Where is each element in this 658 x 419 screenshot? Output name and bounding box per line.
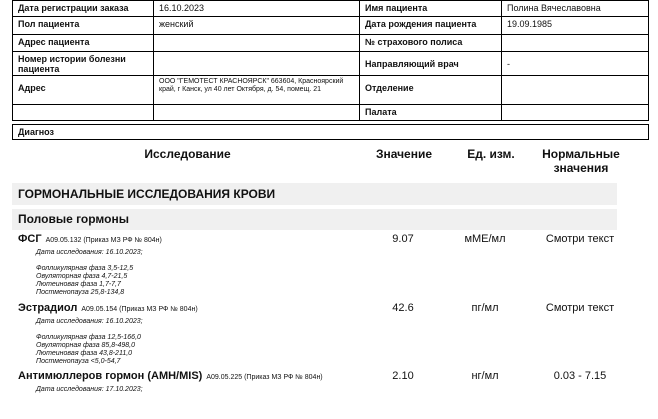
test-ref: Смотри текст [545, 233, 615, 245]
test-code: A09.05.225 (Приказ МЗ РФ № 804н) [206, 374, 323, 381]
info-row [12, 0, 649, 17]
lab-address-label: Адрес [12, 76, 154, 104]
address-value [154, 35, 360, 51]
test-name [18, 233, 162, 245]
birth-value: 19.09.1985 [502, 17, 649, 34]
test-unit: нг/мл [471, 370, 499, 382]
col-unit: Ед. изм. [467, 147, 515, 161]
test-code: A09.05.132 (Приказ МЗ РФ № 804н) [45, 237, 162, 244]
test-value: 42.6 [392, 302, 414, 314]
ward-label: Палата [360, 105, 502, 120]
test-ref: Смотри текст [545, 302, 615, 314]
empty-cell [12, 105, 154, 120]
diagnosis-label: Диагноз [12, 124, 649, 140]
info-row [12, 52, 649, 76]
sex-value: женский [154, 17, 360, 34]
test-date: Дата исследования: 16.10.2023; [36, 318, 143, 325]
test-name-text: Антимюллеров гормон (AMH/MIS) [18, 370, 203, 382]
policy-label: № страхового полиса [360, 35, 502, 51]
test-unit: мМЕ/мл [464, 233, 506, 245]
patient-name-value: Полина Вячеславовна [502, 1, 649, 16]
doctor-label: Направляющий врач [360, 52, 502, 75]
policy-value [502, 35, 649, 51]
test-code: A09.05.154 (Приказ МЗ РФ № 804н) [81, 306, 198, 313]
info-row [12, 76, 649, 105]
info-row [12, 17, 649, 35]
section-title: ГОРМОНАЛЬНЫЕ ИССЛЕДОВАНИЯ КРОВИ [12, 183, 617, 205]
test-unit: пг/мл [471, 302, 499, 314]
norm-line: Овуляторная фаза 85,8-498,0 [36, 342, 136, 349]
norm-line: Постменопауза 25,8-134,8 [36, 289, 125, 296]
test-name-text: Эстрадиол [18, 302, 78, 314]
sex-label: Пол пациента [12, 17, 154, 34]
col-ref: Нормальные значения [542, 147, 620, 175]
subsection-title: Половые гормоны [12, 209, 617, 230]
norm-line: Лютеиновая фаза 43,8-211,0 [36, 350, 133, 357]
norm-line: Овуляторная фаза 4,7-21,5 [36, 273, 128, 280]
test-date: Дата исследования: 17.10.2023; [36, 386, 143, 393]
address-label: Адрес пациента [12, 35, 154, 51]
info-row [12, 35, 649, 52]
patient-name-label: Имя пациента [360, 1, 502, 16]
test-date: Дата исследования: 16.10.2023; [36, 249, 143, 256]
history-value [154, 52, 360, 75]
info-row [12, 105, 649, 121]
doctor-value: - [502, 52, 649, 75]
norm-line: Фолликулярная фаза 3,5-12,5 [36, 265, 134, 272]
col-value: Значение [375, 147, 433, 161]
norm-line: Фолликулярная фаза 12,5-166,0 [36, 334, 141, 341]
empty-cell [154, 105, 360, 120]
norm-line: Постменопауза <5,0-54,7 [36, 358, 121, 365]
col-study: Исследование [144, 147, 231, 161]
ward-value [502, 105, 649, 120]
dept-value [502, 76, 649, 104]
test-value: 9.07 [392, 233, 414, 245]
dept-label: Отделение [360, 76, 502, 104]
test-name [18, 302, 198, 314]
history-label: Номер истории болезни пациента [12, 52, 154, 75]
test-ref: 0.03 - 7.15 [553, 370, 607, 382]
test-name-text: ФСГ [18, 233, 42, 245]
reg-date-value: 16.10.2023 [154, 1, 360, 16]
test-value: 2.10 [392, 370, 414, 382]
lab-address-value: ООО "ГЕМОТЕСТ КРАСНОЯРСК" 663604, Красноярский край, г Канск, ул 40 лет Октября, д. 54, помещ. 21 [154, 76, 360, 104]
reg-date-label: Дата регистрации заказа [12, 1, 154, 16]
birth-label: Дата рождения пациента [360, 17, 502, 34]
patient-info-table [12, 0, 649, 121]
test-name [18, 370, 323, 382]
norm-line: Лютеиновая фаза 1,7-7,7 [36, 281, 121, 288]
